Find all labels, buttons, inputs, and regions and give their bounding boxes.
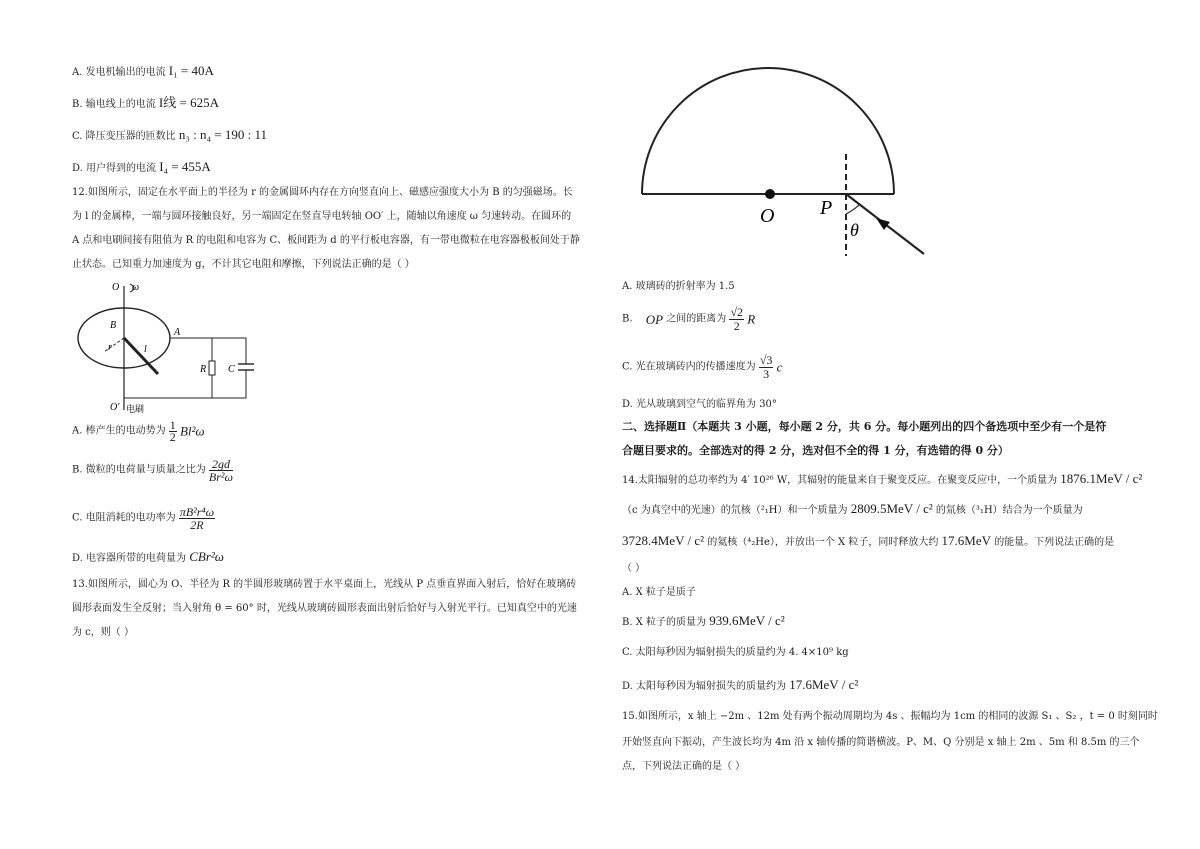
section-2-heading-line-2: 合题目要求的。全部选对的得 2 分，选对但不全的得 1 分，有选错的得 0 分） <box>622 444 1009 457</box>
option-14b: B. X 粒子的质量为 939.6MeV / c² <box>622 613 785 628</box>
question-14-answer-paren: （ ） <box>622 563 646 574</box>
option-13c: C. 光在玻璃砖内的传播速度为 $\frac{√3}{3}$ c <box>622 353 783 381</box>
question-13-line-2: 圆形表面发生全反射；当入射角 θ = 60° 时，光线从玻璃砖圆形表面出射后恰好与入射光平行。已知真空中的光速 <box>72 603 577 614</box>
fig12-label-r: r <box>108 342 112 353</box>
option-13b: B. OP 之间的距离为 $\frac{√2}{2}$ R <box>622 305 756 333</box>
fig12-label-C: C <box>228 364 235 375</box>
question-12-line-4: 止状态。已知重力加速度为 g，不计其它电阻和摩擦，下列说法正确的是（ ） <box>72 259 415 270</box>
fig12-label-omega: ω <box>132 282 140 293</box>
fig12-label-O: O <box>112 282 120 293</box>
question-15-line-1: 15.如图所示，x 轴上 −2m 、12m 处有两个振动周期均为 4s 、振幅均为 1cm 的相同的波源 S₁ 、S₂ ，t = 0 时刻同时 <box>622 711 1158 722</box>
section-2-heading-line-1: 二、选择题Ⅱ（本题共 3 小题，每小题 2 分，共 6 分。每小题列出的四个备选项中至少有一个是符 <box>622 420 1107 433</box>
fig12-label-O-prime: O′ <box>110 402 120 413</box>
option-14a: A. X 粒子是质子 <box>622 587 696 598</box>
option-14c: C. 太阳每秒因为辐射损失的质量约为 4. 4×10⁹ kg <box>622 647 849 658</box>
question-12-line-2: 为 l 的金属棒，一端与圆环接触良好，另一端固定在竖直导电转轴 OO′ 上，随轴以角速度 ω 匀速转动。在圆环的 <box>72 211 572 222</box>
fig12-label-B: B <box>110 320 117 331</box>
option-14d: D. 太阳每秒因为辐射损失的质量约为 17.6MeV / c² <box>622 677 859 692</box>
option-11a: A. 发电机输出的电流 I₁ = 40A <box>72 63 214 78</box>
question-15-line-3: 点，下列说法正确的是（ ） <box>622 761 746 772</box>
option-11d: D. 用户得到的电流 I₄ = 455A <box>72 159 211 174</box>
question-13-line-3: 为 c，则（ ） <box>72 627 134 638</box>
question-14-line-2: （c 为真空中的光速）的氘核（²₁H）和一个质量为 2809.5MeV / c² 的氚核（³₁H）结合为一个质量为 <box>622 501 1083 516</box>
fig12-label-brush: 电刷 <box>126 404 145 414</box>
fig13-label-O: O <box>760 205 775 227</box>
question-12-line-1: 12.如图所示，固定在水平面上的半径为 r 的金属圆环内存在方向竖直向上、磁感应强度大小为 B 的匀强磁场。长 <box>72 187 573 198</box>
question-14-line-3: 3728.4MeV / c² 的氦核（⁴₂He），并放出一个 X 粒子，同时释放大约 17.6MeV 的能量。下列说法正确的是 <box>622 533 1115 548</box>
option-11b: B. 输电线上的电流 I线 = 625A <box>72 95 219 110</box>
question-15-line-2: 开始竖直向下振动，产生波长均为 4m 沿 x 轴传播的简谐横波。P、M、Q 分别是 x 轴上 2m 、5m 和 8.5m 的三个 <box>622 737 1140 748</box>
question-14-line-1: 14.太阳辐射的总功率约为 4′ 10²⁶ W，其辐射的能量来自于聚变反应。在聚变反应中，一个质量为 1876.1MeV / c² <box>622 471 1143 486</box>
option-12c: C. 电阻消耗的电功率为 $\frac{\text{πB²r⁴ω}}{2R}$ <box>72 505 215 532</box>
fig12-label-A: A <box>174 327 181 338</box>
fig12-label-l: l <box>144 344 147 355</box>
fig12-label-R: R <box>200 364 207 375</box>
option-12b: B. 微粒的电荷量与质量之比为 $\frac{2gd}{\text{Br²ω}}$ <box>72 457 233 484</box>
question-13-line-1: 13.如图所示，圆心为 O、半径为 R 的半圆形玻璃砖置于水平桌面上，光线从 P 点垂直界面入射后，恰好在玻璃砖 <box>72 579 577 590</box>
option-13d: D. 光从玻璃到空气的临界角为 30° <box>622 399 777 410</box>
option-12a: A. 棒产生的电动势为 $\frac{1}{2}$ Bl²ω <box>72 418 205 444</box>
fig13-label-theta: θ <box>850 220 859 240</box>
option-11c: C. 降压变压器的匝数比 n₃ : n₄ = 190 : 11 <box>72 127 267 142</box>
option-12d: D. 电容器所带的电荷量为 CBr²ω <box>72 549 224 564</box>
fig13-label-P: P <box>820 197 833 219</box>
semicircle-glass-refraction-diagram <box>628 50 928 260</box>
rotating-rod-circuit-diagram <box>70 278 270 418</box>
option-13a: A. 玻璃砖的折射率为 1.5 <box>622 281 735 292</box>
question-12-line-3: A 点和电刷间接有阻值为 R 的电阻和电容为 C、板间距为 d 的平行板电容器，有一带电微粒在电容器极板间处于静 <box>72 235 580 246</box>
